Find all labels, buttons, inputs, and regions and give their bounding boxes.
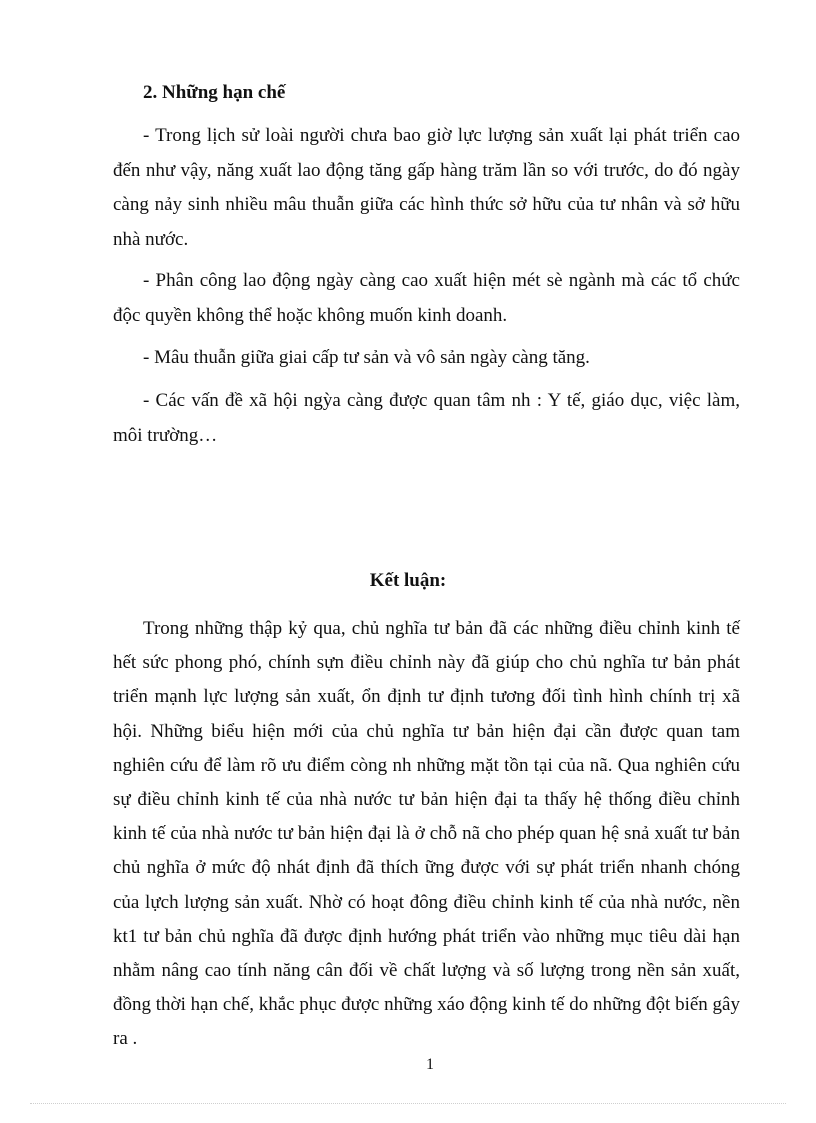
section-heading: 2. Những hạn chế (143, 82, 286, 103)
conclusion-paragraph: Trong những thập kỷ qua, chủ nghĩa tư bản đã các những điều chỉnh kinh tế hết sức phong phó, chính sựn điều chỉnh này đã giúp cho chủ nghĩa tư bản phát triển mạnh lực lượng sản xuất, ổn định tư định tương đối tình hình chính trị xã hội. Những biểu hiện mới của chủ nghĩa tư bản hiện đại cần được quan tam nghiên cứu để làm rõ ưu điểm còng nh những mặt tồn tại của nã. Qua nghiên cứu sự điều chỉnh kinh tế của nhà nước tư bản hiện đại ta thấy hệ thống điều chỉnh kinh tế của nhà nước tư bản hiện đại là ở chỗ nã cho phép quan hệ snả xuất tư bản chủ nghĩa ở mức độ nhát định đã thích ững được với sự phát triển nhanh chóng của lựch lượng sản xuất. Nhờ có hoạt đông điều chỉnh kinh tế của nhà nước, nền kt1 tư bản chủ nghĩa đã được định hướng phát triển vào những mục tiêu dài hạn nhằm nâng cao tính năng cân đối về chất lượng và số lượng trong nền sản xuất, đồng thời hạn chế, khắc phục được những xáo động kinh tế do những đột biến gây ra . (113, 618, 740, 1050)
footer-divider (30, 1103, 786, 1104)
limitation-paragraph-2: - Phân công lao động ngày càng cao xuất hiện mét sè ngành mà các tổ chức độc quyền không thể hoặc không muốn kinh doanh. (113, 270, 740, 326)
conclusion-title: Kết luận: (369, 570, 447, 591)
limitation-paragraph-4: - Các vấn đề xã hội ngỳa càng được quan tâm nh : Y tế, giáo dục, việc làm, môi trường… (113, 390, 740, 446)
limitation-paragraph-1: - Trong lịch sử loài người chưa bao giờ lực lượng sản xuất lại phát triển cao đến như vậy, năng xuất lao động tăng gấp hàng trăm lần so với trước, do đó ngày càng nảy sinh nhiều mâu thuẫn giữa các hình thức sở hữu của tư nhân và sở hữu nhà nước. (113, 125, 740, 250)
limitation-paragraph-3: - Mâu thuẫn giữa giai cấp tư sản và vô sản ngày càng tăng. (143, 347, 590, 368)
page-number: 1 (426, 1056, 434, 1073)
